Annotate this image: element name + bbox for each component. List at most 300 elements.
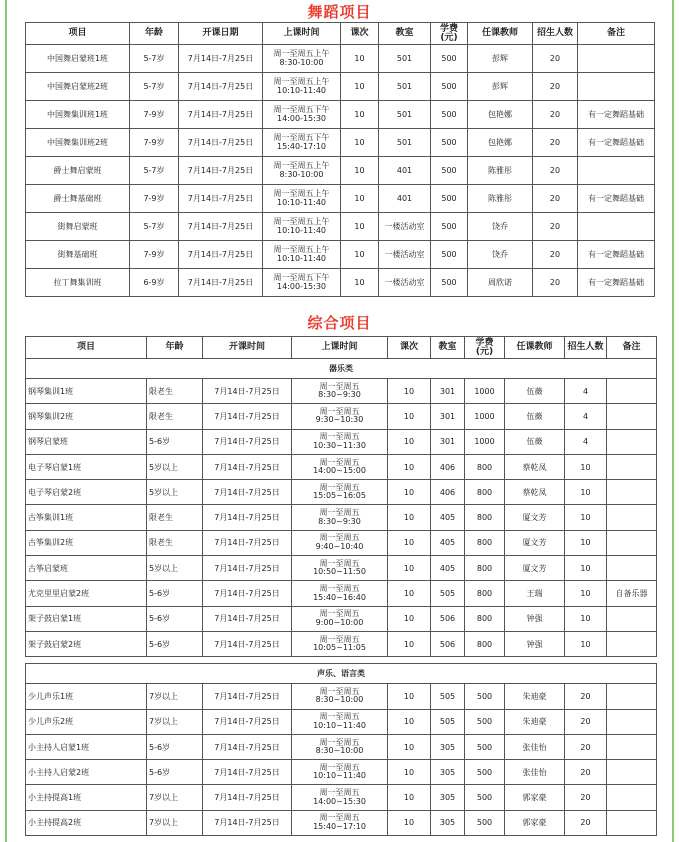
dance-cell-0: 爵士舞基础班 xyxy=(26,185,130,213)
dance-cell-6: 500 xyxy=(431,213,468,241)
combined-cell-4: 10 xyxy=(388,760,431,785)
combined-cell-7: 伍薇 xyxy=(505,404,565,429)
dance-cell-8: 20 xyxy=(533,73,578,101)
combined-cell-1: 5-6岁 xyxy=(147,581,203,606)
combined-row xyxy=(26,734,657,759)
dance-cell-6: 500 xyxy=(431,73,468,101)
dance-cell-2: 7月14日-7月25日 xyxy=(179,45,263,73)
combined-cell-7: 张佳怡 xyxy=(505,734,565,759)
combined-cell-8: 20 xyxy=(565,760,607,785)
combined-cell-0: 钢琴启蒙班 xyxy=(26,429,147,454)
combined-cell-3: 周一至周五 14:00~15:30 xyxy=(292,785,388,810)
combined-cell-6: 500 xyxy=(465,734,505,759)
combined-cell-8: 20 xyxy=(565,734,607,759)
dance-cell-9: 有一定舞蹈基础 xyxy=(578,269,655,297)
dance-cell-3: 周一至周五上午 8:30-10:00 xyxy=(263,157,341,185)
dance-row xyxy=(26,157,655,185)
combined-cell-8: 4 xyxy=(565,379,607,404)
combined-cell-8: 20 xyxy=(565,684,607,709)
dance-cell-2: 7月14日-7月25日 xyxy=(179,213,263,241)
combined-row xyxy=(26,631,657,656)
combined-cell-9 xyxy=(607,404,657,429)
combined-cell-3: 周一至周五 9:30~10:30 xyxy=(292,404,388,429)
combined-cell-3: 周一至周五 10:10~11:40 xyxy=(292,760,388,785)
dance-cell-1: 5-7岁 xyxy=(130,45,179,73)
dance-cell-9: 有一定舞蹈基础 xyxy=(578,129,655,157)
dance-cell-1: 5-7岁 xyxy=(130,73,179,101)
combined-cell-1: 7岁以上 xyxy=(147,709,203,734)
dance-cell-7: 彭辉 xyxy=(468,73,533,101)
dance-cell-0: 中国舞启蒙班1班 xyxy=(26,45,130,73)
combined-cell-7: 蔡乾凤 xyxy=(505,480,565,505)
combined-cell-4: 10 xyxy=(388,404,431,429)
combined-cell-4: 10 xyxy=(388,581,431,606)
combined-header-3: 上课时间 xyxy=(292,337,388,359)
dance-cell-4: 10 xyxy=(341,157,379,185)
dance-cell-8: 20 xyxy=(533,101,578,129)
combined-cell-4: 10 xyxy=(388,709,431,734)
combined-cell-7: 厦文芳 xyxy=(505,505,565,530)
dance-header-0: 项目 xyxy=(26,23,130,45)
dance-cell-4: 10 xyxy=(341,129,379,157)
combined-row xyxy=(26,810,657,835)
combined-cell-5: 305 xyxy=(431,810,465,835)
dance-section-title: 舞蹈项目 xyxy=(307,3,372,21)
combined-cell-0: 少儿声乐2班 xyxy=(26,709,147,734)
dance-cell-4: 10 xyxy=(341,45,379,73)
dance-cell-0: 中国舞集训班1班 xyxy=(26,101,130,129)
combined-cell-8: 10 xyxy=(565,505,607,530)
combined-cell-3: 周一至周五 15:40~17:10 xyxy=(292,810,388,835)
combined-row xyxy=(26,530,657,555)
combined-header-2: 开课时间 xyxy=(203,337,292,359)
combined-cell-4: 10 xyxy=(388,734,431,759)
combined-cell-6: 800 xyxy=(465,556,505,581)
dance-cell-6: 500 xyxy=(431,269,468,297)
combined-cell-6: 500 xyxy=(465,709,505,734)
combined-cell-1: 限老生 xyxy=(147,379,203,404)
combined-header-1: 年龄 xyxy=(147,337,203,359)
combined-cell-9 xyxy=(607,606,657,631)
combined-cell-0: 古筝启蒙班 xyxy=(26,556,147,581)
combined-cell-5: 505 xyxy=(431,581,465,606)
combined-cell-7: 伍薇 xyxy=(505,379,565,404)
combined-cell-0: 尤克里里启蒙2班 xyxy=(26,581,147,606)
dance-header-8: 招生人数 xyxy=(533,23,578,45)
combined-row xyxy=(26,709,657,734)
combined-cell-1: 5-6岁 xyxy=(147,734,203,759)
combined-cell-0: 古筝集训2班 xyxy=(26,530,147,555)
combined-cell-5: 405 xyxy=(431,505,465,530)
combined-cell-1: 5-6岁 xyxy=(147,606,203,631)
dance-cell-0: 中国舞启蒙班2班 xyxy=(26,73,130,101)
combined-header-0: 项目 xyxy=(26,337,147,359)
combined-cell-2: 7月14日-7月25日 xyxy=(203,581,292,606)
combined-cell-2: 7月14日-7月25日 xyxy=(203,684,292,709)
dance-cell-2: 7月14日-7月25日 xyxy=(179,129,263,157)
dance-cell-8: 20 xyxy=(533,45,578,73)
combined-cell-4: 10 xyxy=(388,556,431,581)
dance-cell-3: 周一至周五下午 14:00-15:30 xyxy=(263,101,341,129)
combined-cell-5: 505 xyxy=(431,684,465,709)
combined-cell-2: 7月14日-7月25日 xyxy=(203,530,292,555)
dance-header-2: 开课日期 xyxy=(179,23,263,45)
combined-cell-1: 5-6岁 xyxy=(147,631,203,656)
combined-header-6: 学费 (元) xyxy=(465,337,505,359)
dance-row xyxy=(26,213,655,241)
combined-cell-7: 钟强 xyxy=(505,631,565,656)
combined-cell-8: 10 xyxy=(565,480,607,505)
combined-cell-3: 周一至周五 10:10~11:40 xyxy=(292,709,388,734)
combined-cell-4: 10 xyxy=(388,810,431,835)
combined-cell-1: 5-6岁 xyxy=(147,429,203,454)
combined-cell-3: 周一至周五 9:40~10:40 xyxy=(292,530,388,555)
dance-cell-8: 20 xyxy=(533,213,578,241)
dance-cell-8: 20 xyxy=(533,157,578,185)
combined-cell-5: 305 xyxy=(431,760,465,785)
combined-cell-7: 郭家豪 xyxy=(505,810,565,835)
combined-row xyxy=(26,606,657,631)
dance-row xyxy=(26,73,655,101)
combined-header-5: 教室 xyxy=(431,337,465,359)
dance-table xyxy=(25,22,655,297)
dance-cell-8: 20 xyxy=(533,241,578,269)
dance-row xyxy=(26,241,655,269)
combined-cell-3: 周一至周五 15:40~16:40 xyxy=(292,581,388,606)
combined-row xyxy=(26,454,657,479)
combined-header-9: 备注 xyxy=(607,337,657,359)
dance-header-6: 学费 (元) xyxy=(431,23,468,45)
combined-row xyxy=(26,429,657,454)
dance-header-7: 任课教师 xyxy=(468,23,533,45)
combined-cell-9 xyxy=(607,684,657,709)
combined-header-8: 招生人数 xyxy=(565,337,607,359)
combined-cell-5: 506 xyxy=(431,631,465,656)
dance-cell-9 xyxy=(578,73,655,101)
combined-cell-5: 506 xyxy=(431,606,465,631)
group-spacer xyxy=(26,657,657,664)
combined-cell-6: 1000 xyxy=(465,429,505,454)
combined-cell-7: 王瑞 xyxy=(505,581,565,606)
combined-cell-3: 周一至周五 9:00~10:00 xyxy=(292,606,388,631)
dance-cell-5: 401 xyxy=(379,157,431,185)
combined-cell-8: 20 xyxy=(565,810,607,835)
dance-cell-6: 500 xyxy=(431,157,468,185)
combined-cell-4: 10 xyxy=(388,480,431,505)
combined-cell-6: 800 xyxy=(465,581,505,606)
combined-cell-2: 7月14日-7月25日 xyxy=(203,480,292,505)
combined-cell-1: 7岁以上 xyxy=(147,810,203,835)
dance-cell-4: 10 xyxy=(341,241,379,269)
dance-cell-4: 10 xyxy=(341,269,379,297)
dance-cell-7: 周欣诺 xyxy=(468,269,533,297)
dance-cell-7: 陈雅彤 xyxy=(468,185,533,213)
combined-cell-9 xyxy=(607,760,657,785)
combined-cell-7: 伍薇 xyxy=(505,429,565,454)
dance-row xyxy=(26,101,655,129)
dance-cell-4: 10 xyxy=(341,213,379,241)
combined-cell-2: 7月14日-7月25日 xyxy=(203,454,292,479)
combined-cell-1: 5岁以上 xyxy=(147,454,203,479)
dance-cell-7: 饶乔 xyxy=(468,213,533,241)
combined-row xyxy=(26,684,657,709)
dance-cell-9: 有一定舞蹈基础 xyxy=(578,101,655,129)
dance-cell-9: 有一定舞蹈基础 xyxy=(578,241,655,269)
group-spacer-cell xyxy=(26,657,657,664)
combined-cell-6: 500 xyxy=(465,684,505,709)
combined-cell-1: 5-6岁 xyxy=(147,760,203,785)
dance-cell-0: 爵士舞启蒙班 xyxy=(26,157,130,185)
dance-cell-3: 周一至周五下午 14:00-15:30 xyxy=(263,269,341,297)
combined-cell-9 xyxy=(607,454,657,479)
dance-cell-5: 401 xyxy=(379,185,431,213)
dance-cell-4: 10 xyxy=(341,101,379,129)
dance-cell-1: 7-9岁 xyxy=(130,101,179,129)
dance-cell-5: 一楼活动室 xyxy=(379,241,431,269)
combined-cell-5: 301 xyxy=(431,404,465,429)
combined-cell-6: 800 xyxy=(465,454,505,479)
category-row xyxy=(26,359,657,379)
dance-cell-2: 7月14日-7月25日 xyxy=(179,269,263,297)
dance-cell-9 xyxy=(578,157,655,185)
combined-header-4: 课次 xyxy=(388,337,431,359)
combined-cell-3: 周一至周五 10:05~11:05 xyxy=(292,631,388,656)
dance-cell-1: 6-9岁 xyxy=(130,269,179,297)
combined-cell-9 xyxy=(607,556,657,581)
combined-cell-7: 张佳怡 xyxy=(505,760,565,785)
combined-cell-9 xyxy=(607,505,657,530)
dance-cell-0: 拉丁舞集训班 xyxy=(26,269,130,297)
combined-cell-0: 钢琴集训2班 xyxy=(26,404,147,429)
dance-cell-5: 501 xyxy=(379,45,431,73)
combined-cell-1: 限老生 xyxy=(147,505,203,530)
combined-cell-7: 朱迪豪 xyxy=(505,709,565,734)
dance-cell-8: 20 xyxy=(533,185,578,213)
combined-cell-2: 7月14日-7月25日 xyxy=(203,709,292,734)
dance-cell-8: 20 xyxy=(533,269,578,297)
combined-cell-0: 小主持提高1班 xyxy=(26,785,147,810)
dance-cell-4: 10 xyxy=(341,185,379,213)
combined-cell-7: 厦文芳 xyxy=(505,530,565,555)
dance-cell-8: 20 xyxy=(533,129,578,157)
combined-cell-5: 406 xyxy=(431,480,465,505)
combined-cell-9 xyxy=(607,709,657,734)
dance-cell-6: 500 xyxy=(431,101,468,129)
combined-cell-1: 7岁以上 xyxy=(147,684,203,709)
combined-cell-0: 小主持人启蒙1班 xyxy=(26,734,147,759)
combined-section-title: 综合项目 xyxy=(307,314,372,332)
combined-cell-5: 405 xyxy=(431,556,465,581)
dance-header-row xyxy=(26,23,655,45)
combined-cell-6: 800 xyxy=(465,530,505,555)
combined-row xyxy=(26,556,657,581)
combined-row xyxy=(26,404,657,429)
dance-header-3: 上课时间 xyxy=(263,23,341,45)
combined-cell-0: 少儿声乐1班 xyxy=(26,684,147,709)
dance-cell-5: 501 xyxy=(379,129,431,157)
dance-cell-1: 7-9岁 xyxy=(130,241,179,269)
dance-cell-2: 7月14日-7月25日 xyxy=(179,101,263,129)
combined-cell-3: 周一至周五 14:00~15:00 xyxy=(292,454,388,479)
dance-header-4: 课次 xyxy=(341,23,379,45)
combined-cell-0: 钢琴集训1班 xyxy=(26,379,147,404)
dance-cell-7: 包艳娜 xyxy=(468,101,533,129)
combined-cell-9 xyxy=(607,631,657,656)
combined-cell-6: 800 xyxy=(465,480,505,505)
combined-cell-1: 限老生 xyxy=(147,404,203,429)
combined-row xyxy=(26,581,657,606)
category-label: 器乐类 xyxy=(26,359,657,379)
combined-cell-8: 10 xyxy=(565,530,607,555)
combined-cell-6: 1000 xyxy=(465,379,505,404)
combined-cell-8: 4 xyxy=(565,429,607,454)
combined-cell-6: 800 xyxy=(465,631,505,656)
combined-cell-3: 周一至周五 15:05~16:05 xyxy=(292,480,388,505)
dance-cell-3: 周一至周五上午 10:10-11:40 xyxy=(263,185,341,213)
combined-cell-0: 小主持人启蒙2班 xyxy=(26,760,147,785)
dance-cell-0: 街舞基础班 xyxy=(26,241,130,269)
combined-cell-0: 架子鼓启蒙2班 xyxy=(26,631,147,656)
combined-cell-9 xyxy=(607,379,657,404)
combined-cell-8: 10 xyxy=(565,454,607,479)
combined-cell-5: 406 xyxy=(431,454,465,479)
dance-cell-7: 陈雅彤 xyxy=(468,157,533,185)
combined-cell-9 xyxy=(607,785,657,810)
combined-cell-3: 周一至周五 8:30~9:30 xyxy=(292,379,388,404)
combined-header-7: 任课教师 xyxy=(505,337,565,359)
combined-cell-1: 限老生 xyxy=(147,530,203,555)
combined-cell-8: 20 xyxy=(565,785,607,810)
combined-row xyxy=(26,505,657,530)
combined-cell-6: 1000 xyxy=(465,404,505,429)
combined-cell-6: 500 xyxy=(465,785,505,810)
combined-cell-4: 10 xyxy=(388,785,431,810)
dance-cell-5: 一楼活动室 xyxy=(379,269,431,297)
combined-cell-8: 10 xyxy=(565,631,607,656)
combined-cell-5: 301 xyxy=(431,429,465,454)
dance-header-9: 备注 xyxy=(578,23,655,45)
combined-cell-2: 7月14日-7月25日 xyxy=(203,631,292,656)
dance-cell-6: 500 xyxy=(431,45,468,73)
dance-cell-3: 周一至周五上午 10:10-11:40 xyxy=(263,241,341,269)
combined-cell-7: 郭家豪 xyxy=(505,785,565,810)
combined-cell-3: 周一至周五 10:50~11:50 xyxy=(292,556,388,581)
combined-cell-2: 7月14日-7月25日 xyxy=(203,760,292,785)
combined-cell-6: 500 xyxy=(465,810,505,835)
dance-cell-1: 7-9岁 xyxy=(130,129,179,157)
combined-cell-2: 7月14日-7月25日 xyxy=(203,505,292,530)
combined-cell-2: 7月14日-7月25日 xyxy=(203,429,292,454)
combined-cell-3: 周一至周五 8:30~10:00 xyxy=(292,684,388,709)
combined-cell-0: 电子琴启蒙2班 xyxy=(26,480,147,505)
category-label: 声乐、语言类 xyxy=(26,664,657,684)
combined-table xyxy=(25,336,657,836)
dance-row xyxy=(26,45,655,73)
combined-cell-4: 10 xyxy=(388,684,431,709)
dance-cell-0: 街舞启蒙班 xyxy=(26,213,130,241)
combined-cell-8: 20 xyxy=(565,709,607,734)
combined-cell-5: 505 xyxy=(431,709,465,734)
dance-cell-9: 有一定舞蹈基础 xyxy=(578,185,655,213)
combined-cell-8: 4 xyxy=(565,404,607,429)
combined-cell-1: 7岁以上 xyxy=(147,785,203,810)
combined-cell-4: 10 xyxy=(388,530,431,555)
combined-cell-9 xyxy=(607,734,657,759)
dance-cell-5: 一楼活动室 xyxy=(379,213,431,241)
dance-cell-2: 7月14日-7月25日 xyxy=(179,185,263,213)
dance-cell-1: 7-9岁 xyxy=(130,185,179,213)
combined-cell-7: 蔡乾凤 xyxy=(505,454,565,479)
combined-cell-4: 10 xyxy=(388,429,431,454)
combined-cell-9: 自备乐器 xyxy=(607,581,657,606)
dance-cell-2: 7月14日-7月25日 xyxy=(179,73,263,101)
combined-cell-2: 7月14日-7月25日 xyxy=(203,785,292,810)
combined-cell-8: 10 xyxy=(565,581,607,606)
combined-cell-5: 305 xyxy=(431,785,465,810)
dance-cell-2: 7月14日-7月25日 xyxy=(179,157,263,185)
combined-cell-1: 5岁以上 xyxy=(147,556,203,581)
dance-cell-3: 周一至周五上午 10:10-11:40 xyxy=(263,73,341,101)
combined-cell-5: 405 xyxy=(431,530,465,555)
combined-cell-5: 301 xyxy=(431,379,465,404)
dance-cell-3: 周一至周五下午 15:40-17:10 xyxy=(263,129,341,157)
combined-row xyxy=(26,480,657,505)
dance-row xyxy=(26,185,655,213)
combined-cell-9 xyxy=(607,530,657,555)
combined-cell-8: 10 xyxy=(565,606,607,631)
combined-cell-2: 7月14日-7月25日 xyxy=(203,810,292,835)
dance-header-5: 教室 xyxy=(379,23,431,45)
combined-cell-2: 7月14日-7月25日 xyxy=(203,404,292,429)
combined-cell-6: 500 xyxy=(465,760,505,785)
combined-row xyxy=(26,379,657,404)
combined-cell-2: 7月14日-7月25日 xyxy=(203,606,292,631)
dance-cell-6: 500 xyxy=(431,241,468,269)
combined-cell-4: 10 xyxy=(388,505,431,530)
combined-cell-7: 厦文芳 xyxy=(505,556,565,581)
combined-cell-8: 10 xyxy=(565,556,607,581)
category-row xyxy=(26,664,657,684)
dance-cell-6: 500 xyxy=(431,185,468,213)
dance-cell-5: 501 xyxy=(379,101,431,129)
combined-cell-0: 小主持提高2班 xyxy=(26,810,147,835)
combined-cell-2: 7月14日-7月25日 xyxy=(203,379,292,404)
combined-cell-4: 10 xyxy=(388,454,431,479)
dance-cell-7: 彭辉 xyxy=(468,45,533,73)
dance-cell-9 xyxy=(578,45,655,73)
dance-cell-7: 饶乔 xyxy=(468,241,533,269)
combined-cell-0: 电子琴启蒙1班 xyxy=(26,454,147,479)
dance-row xyxy=(26,269,655,297)
dance-row xyxy=(26,129,655,157)
dance-cell-1: 5-7岁 xyxy=(130,157,179,185)
combined-cell-7: 钟强 xyxy=(505,606,565,631)
dance-cell-4: 10 xyxy=(341,73,379,101)
dance-cell-3: 周一至周五上午 10:10-11:40 xyxy=(263,213,341,241)
combined-cell-2: 7月14日-7月25日 xyxy=(203,556,292,581)
combined-cell-3: 周一至周五 8:30~9:30 xyxy=(292,505,388,530)
dance-cell-1: 5-7岁 xyxy=(130,213,179,241)
combined-cell-0: 古筝集训1班 xyxy=(26,505,147,530)
combined-cell-9 xyxy=(607,810,657,835)
dance-header-1: 年龄 xyxy=(130,23,179,45)
combined-cell-9 xyxy=(607,429,657,454)
combined-cell-4: 10 xyxy=(388,606,431,631)
combined-cell-6: 800 xyxy=(465,606,505,631)
combined-cell-9 xyxy=(607,480,657,505)
dance-cell-7: 包艳娜 xyxy=(468,129,533,157)
dance-cell-3: 周一至周五上午 8:30-10:00 xyxy=(263,45,341,73)
